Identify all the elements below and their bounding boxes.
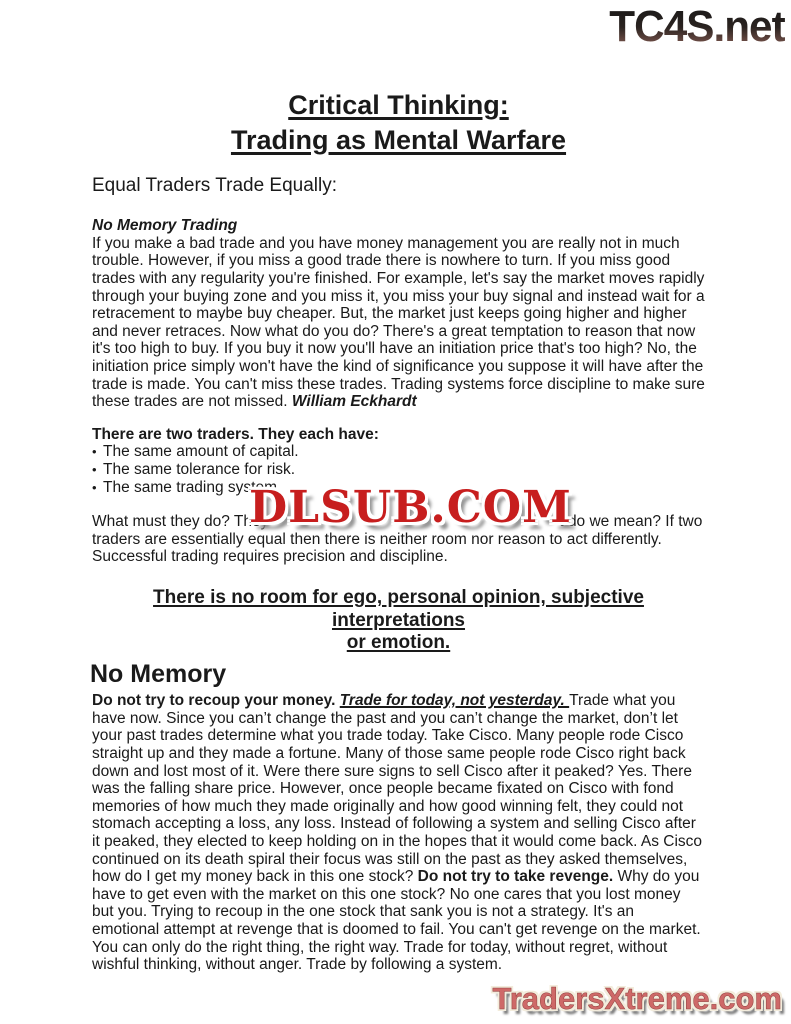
what-must-line-2: traders are essentially equal then there is neither room nor reason to act differently. bbox=[92, 530, 662, 548]
no-memory-body-2: Why do you have to get even with the market on this one stock? No one cares that you lost money but you. Trying to recoup in the one stock that sank you is not a strategy. It's an emotional attempt at revenge that is doomed to fail. You can't get revenge on the market. You can only do the right thing, the right way. Trade for today, without regret, without wishful thinking, without anger. Trade by following a system. bbox=[92, 868, 701, 974]
recoup-money-bold: Do not try to recoup your money. bbox=[92, 692, 340, 710]
no-memory-trading-heading: No Memory Trading bbox=[92, 217, 238, 235]
tc4s-logo: TC4S.net bbox=[609, 2, 785, 51]
bullet-text: The same amount of capital. bbox=[103, 443, 299, 461]
take-revenge-bold: Do not try to take revenge. bbox=[417, 868, 618, 886]
banner-heading bbox=[92, 587, 705, 655]
list-item bbox=[92, 461, 705, 479]
bullet-text: The same tolerance for risk. bbox=[103, 460, 296, 478]
title-line-1: Critical Thinking: bbox=[288, 90, 509, 120]
paragraph-no-memory-trading bbox=[92, 235, 705, 411]
section-heading-equal-traders: Equal Traders Trade Equally: bbox=[92, 175, 338, 197]
no-memory-trading-body: If you make a bad trade and you have money management you are really not in much trouble. However, if you miss a good trade there is nowhere to turn. If you miss good trades with any regularity you're finished. For example, let's say the market moves rapidly through your buying zone and you miss it, you miss your buy signal and instead wait for a retracement to maybe buy cheaper. But, the market just keeps going higher and higher and never retraces. Now what do you do? There's a great temptation to reason that now it's too high to buy. If you buy it now you'll have an initiation price that's too high? No, the initiation price simply won't have the kind of significance you suppose it will have after the trade is made. You can't miss these trades. Trading systems force discipline to make sure these trades are not missed. bbox=[92, 234, 705, 411]
what-must-line1-right: t do we mean? If two bbox=[559, 513, 703, 531]
title-line-2: Trading as Mental Warfare bbox=[230, 125, 567, 156]
what-must-line-3: Successful trading requires precision and discipline. bbox=[92, 548, 448, 566]
what-must-line1-left: What must they do? They bbox=[92, 513, 269, 531]
paragraph-no-memory bbox=[92, 692, 705, 974]
list-item bbox=[92, 443, 705, 461]
tradersxtreme-logo: TradersXtreme.com bbox=[492, 981, 782, 1016]
bullet-icon: • bbox=[92, 461, 97, 477]
no-memory-heading: No Memory bbox=[90, 660, 227, 689]
banner-line-1: There is no room for ego, personal opinion, subjective interpretations bbox=[153, 586, 644, 631]
bullet-text: The same trading system. bbox=[103, 478, 282, 496]
two-traders-heading: There are two traders. They each have: bbox=[92, 425, 379, 443]
page-title bbox=[92, 88, 705, 158]
attribution-william-eckhardt: William Eckhardt bbox=[291, 393, 417, 411]
bullet-icon: • bbox=[92, 479, 97, 495]
banner-line-2: or emotion. bbox=[346, 632, 451, 654]
dlsub-watermark: DLSUB.COM bbox=[249, 482, 572, 533]
trade-for-today-italic: Trade for today, not yesterday. bbox=[339, 692, 570, 710]
no-memory-body-1: Trade what you have now. Since you can’t change the past and you can’t change the market, don’t let your past trades determine what you trade today. Take Cisco. Many people rode Cisco straight up and they made a fortune. Many of those same people rode Cisco right back down and lost most of it. Were there sure signs to sell Cisco after it peaked? Yes. There was the falling share price. However, once people became fixated on Cisco with fond memories of how much they made originally and how good winning felt, they could not stomach accepting a loss, any loss. Instead of following a system and selling Cisco after it peaked, they elected to keep holding on in the hopes that it would come back. As Cisco continued on its death spiral their focus was still on the past as they asked themselves, how do I get my money back in this one stock? bbox=[92, 692, 703, 886]
bullet-icon: • bbox=[92, 444, 97, 460]
